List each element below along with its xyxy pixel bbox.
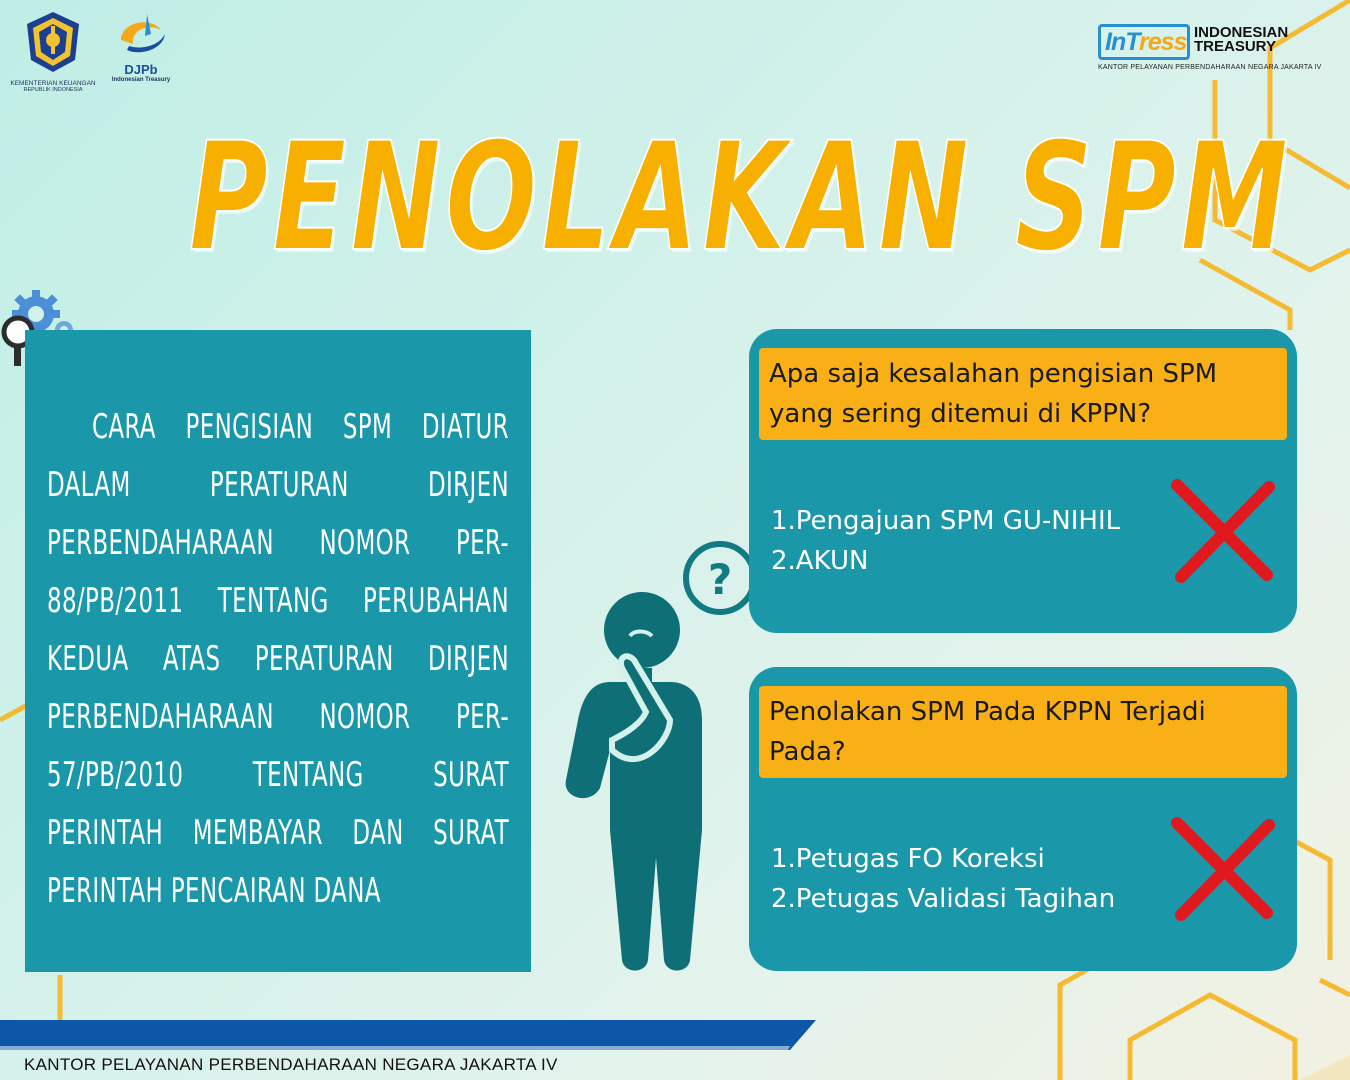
thinking-person-illustration <box>560 540 760 980</box>
info-text: CARA PENGISIAN SPM DIATUR DALAM PERATURAN DIRJEN PERBENDAHARAAN NOMOR PER-88/PB/2011 TENTANG PERUBAHAN KEDUA ATAS PERATURAN DIRJEN PERBENDAHARAAN NOMOR PER-57/PB/2010 TENTANG SURAT PERINTAH MEMBAYAR DAN SURAT PERINTAH PENCAIRAN DANA <box>47 407 509 911</box>
page-title: PENOLAKAN SPM <box>188 111 1293 285</box>
kemenkeu-caption: KEMENTERIAN KEUANGAN <box>10 80 96 87</box>
qa-answer-item: 1.Petugas FO Koreksi <box>771 844 1045 874</box>
qa-question: Penolakan SPM Pada KPPN Terjadi Pada? <box>759 686 1287 778</box>
kemenkeu-logo <box>8 10 98 100</box>
footer-bar <box>0 1020 830 1050</box>
red-cross-icon <box>1169 817 1275 923</box>
kemenkeu-subcaption: REPUBLIK INDONESIA <box>23 87 83 93</box>
info-panel <box>25 330 531 972</box>
intress-text-right: ress <box>1139 28 1187 56</box>
question-mark-icon: ? <box>707 555 733 604</box>
intress-subtitle: KANTOR PELAYANAN PERBENDAHARAAN NEGARA JAKARTA IV <box>1098 64 1322 71</box>
qa-answer-item: 1.Pengajuan SPM GU-NIHIL <box>771 506 1121 536</box>
qa-question: Apa saja kesalahan pengisian SPM yang sering ditemui di KPPN? <box>759 348 1287 440</box>
footer-text: KANTOR PELAYANAN PERBENDAHARAAN NEGARA JAKARTA IV <box>24 1055 558 1074</box>
kemenkeu-emblem-icon <box>23 10 83 74</box>
qa-answer-item: 2.Petugas Validasi Tagihan <box>771 884 1116 914</box>
intress-logo <box>1094 20 1334 76</box>
qa-card-errors <box>749 329 1297 633</box>
intress-title: INDONESIAN TREASURY <box>1194 24 1289 55</box>
qa-answer-item: 2.AKUN <box>771 546 869 576</box>
qa-answer-list <box>771 501 1171 581</box>
qa-card-rejection <box>749 667 1297 971</box>
intress-badge <box>1098 24 1190 60</box>
red-cross-icon <box>1169 479 1275 585</box>
djpb-logo <box>104 10 178 90</box>
qa-answer-list <box>771 839 1171 919</box>
intress-text-left: InT <box>1105 28 1140 56</box>
djpb-name: DJPb <box>124 62 158 77</box>
djpb-swirl-icon <box>111 10 171 60</box>
djpb-subtitle: Indonesian Treasury <box>111 77 171 83</box>
